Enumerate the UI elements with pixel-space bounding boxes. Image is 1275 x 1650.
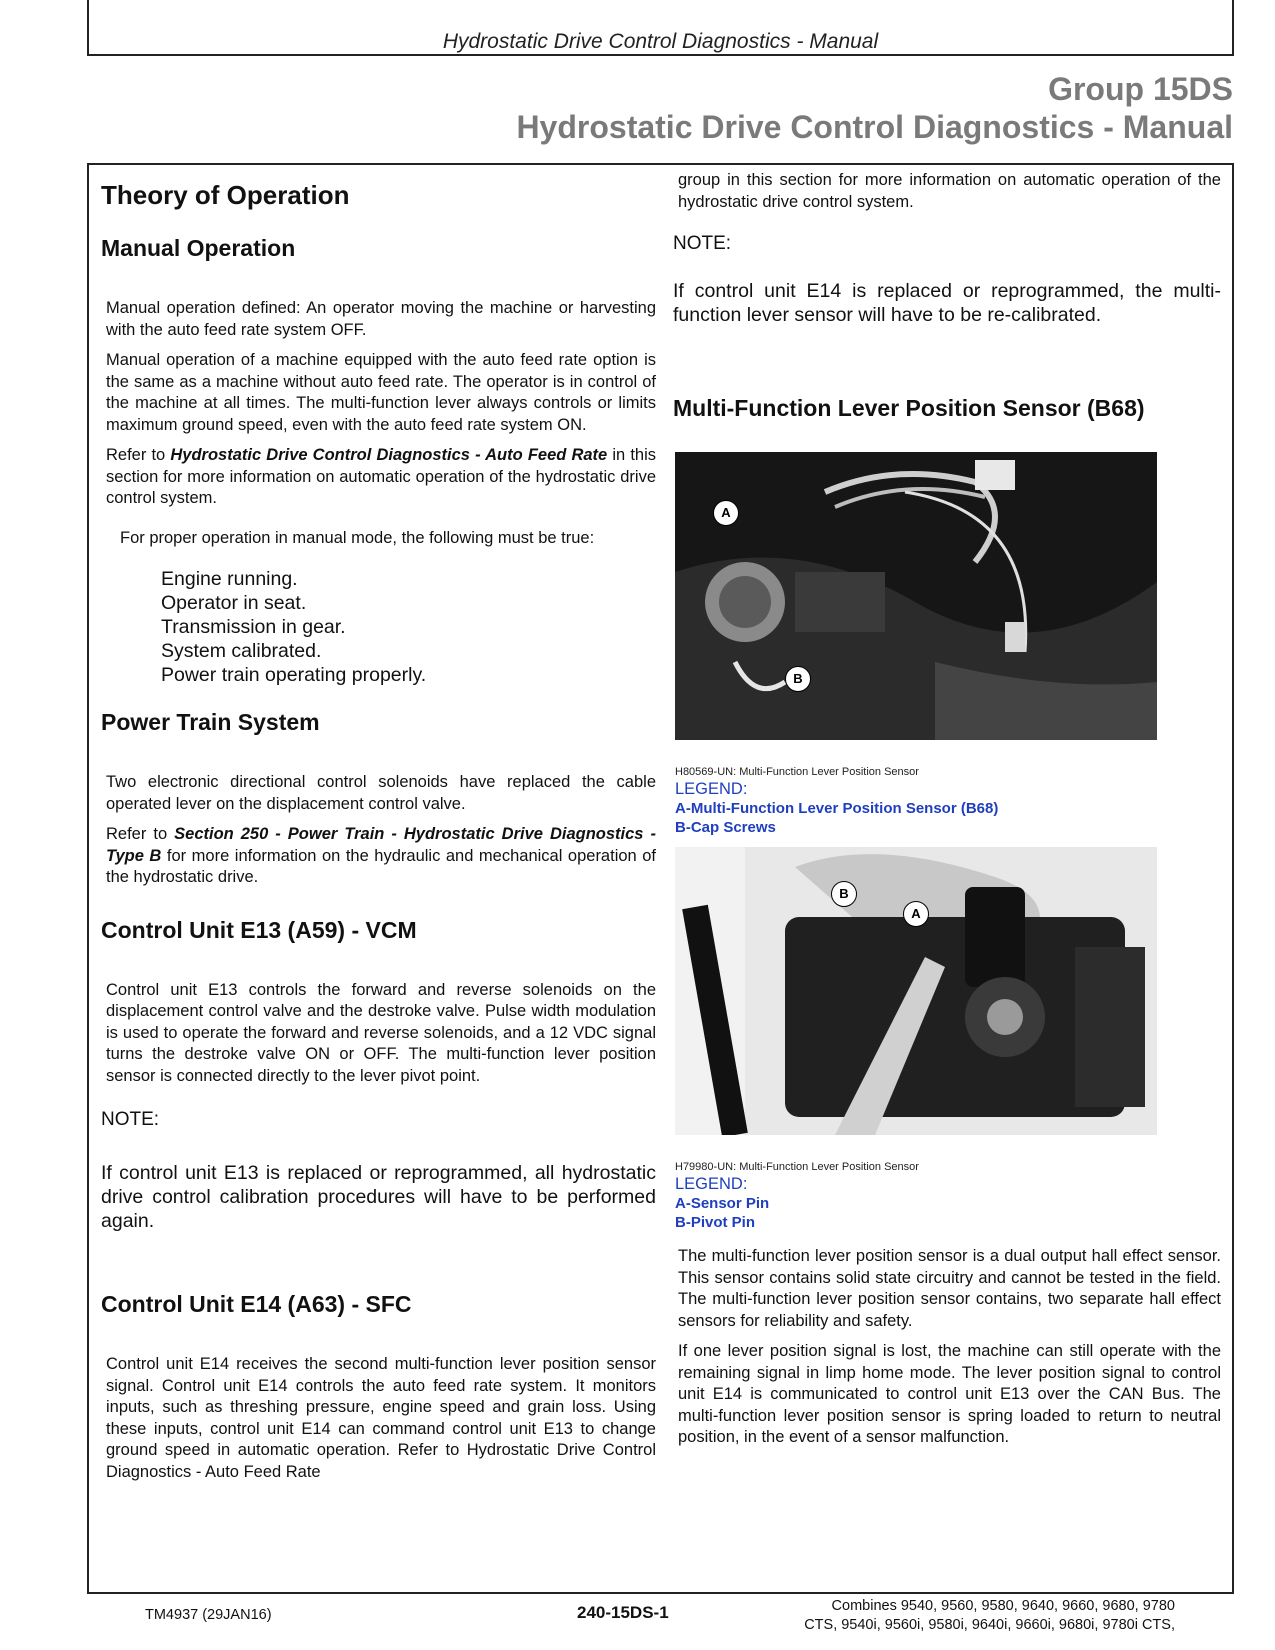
e14-note: If control unit E14 is replaced or reprogrammed, the multi-function lever sensor will have to be re-calibrated. [673,280,1221,326]
callout-b: B [785,666,811,692]
power-train-heading: Power Train System [101,709,320,735]
figure-1-legend-title: LEGEND: [675,780,748,798]
manual-paragraph-2: Manual operation of a machine equipped with the auto feed rate option is the same as a machine without auto feed rate. The operator is in control of the machine at all times. The multi-function lever always controls or limits maximum ground speed, even with the auto feed rate system ON. [106,351,656,434]
figure-1-caption: H80569-UN: Multi-Function Lever Position Sensor [675,766,919,778]
e13-heading: Control Unit E13 (A59) - VCM [101,916,417,943]
power-paragraph-2: Refer to Section 250 - Power Train - Hydrostatic Drive Diagnostics - Type B for more information on the hydraulic and mechanical operation of the hydrostatic drive. [106,825,657,886]
left-column [101,170,656,1492]
legend-item: B-Pivot Pin [675,1214,756,1231]
e13-note: If control unit E13 is replaced or reprogrammed, all hydrostatic drive control calibration procedures will have to be performed again. [101,1162,656,1232]
requirements-list [161,567,656,687]
callout-a: A [713,500,739,526]
sensor-paragraph-2: If one lever position signal is lost, the machine can still operate with the remaining signal in limp home mode. The lever position signal to control unit E14 is communicated to control unit E13 over the CAN Bus. The multi-function lever position sensor is spring loaded to return to neutral position, in the event of a sensor malfunction. [678,1342,1221,1446]
section-250-reference[interactable]: Section 250 - Power Train - Hydrostatic Drive Diagnostics - Type B [106,825,656,865]
e14-note-label: NOTE: [673,233,732,254]
header-frame [87,0,1234,56]
sensor-photo-1-art [675,452,1157,740]
sensor-heading: Multi-Function Lever Position Sensor (B68) [673,395,1145,421]
list-item: Operator in seat. [161,592,307,614]
page-title: Hydrostatic Drive Control Diagnostics - Manual [516,109,1233,145]
power-paragraph-1: Two electronic directional control solenoids have replaced the cable operated lever on the displacement control valve. [106,773,656,813]
sensor-photo-2 [675,847,1157,1135]
list-item: Engine running. [161,568,298,590]
right-column [673,170,1221,1458]
e14-paragraph: Control unit E14 receives the second multi-function lever position sensor signal. Control unit E14 controls the auto feed rate system. It monitors inputs, such as threshing pressure, engine speed and grain loss. Using these inputs, control unit E14 can command control unit E13 to change ground speed in automatic operation. Refer to Hydrostatic Drive Control Diagnostics - Auto Feed Rate [106,1355,656,1481]
auto-feed-rate-reference[interactable]: Hydrostatic Drive Control Diagnostics - Auto Feed Rate [170,446,608,464]
figure-2-caption: H79980-UN: Multi-Function Lever Position Sensor [675,1161,919,1173]
requirements-intro: For proper operation in manual mode, the following must be true: [120,528,595,547]
e13-note-label: NOTE: [101,1109,160,1130]
list-item: System calibrated. [161,640,322,662]
footer-models [745,1597,1175,1635]
footer-models-line-2: CTS, 9540i, 9560i, 9580i, 9640i, 9660i, 9680i, 9780i CTS, [804,1617,1175,1633]
manual-paragraph-1: Manual operation defined: An operator moving the machine or harvesting with the auto feed rate system OFF. [106,299,656,339]
figure-2-legend-title: LEGEND: [675,1175,748,1193]
footer-doc-id: TM4937 (29JAN16) [145,1607,272,1623]
sensor-photo-2-art [675,847,1157,1135]
group-label: Group 15DS [1048,71,1233,107]
legend-item: B-Cap Screws [675,819,776,836]
legend-item: A-Sensor Pin [675,1195,770,1212]
e13-paragraph: Control unit E13 controls the forward and reverse solenoids on the displacement control valve and the destroke valve. Pulse width modulation is used to operate the forward and reverse solenoids, and a 12 VDC signal turns the destroke valve ON or OFF. The multi-function lever position sensor is connected directly to the lever pivot point. [106,980,656,1085]
list-item: Transmission in gear. [161,616,346,638]
list-item: Power train operating properly. [161,664,427,686]
running-head: Hydrostatic Drive Control Diagnostics - Manual [442,30,879,53]
legend-item: A-Multi-Function Lever Position Sensor (B68) [675,800,999,817]
sensor-paragraph-1: The multi-function lever position sensor is a dual output hall effect sensor. This sensor contains solid state circuitry and cannot be tested in the field. The multi-function lever position sensor contains, two separate hall effect sensors for reliability and safety. [678,1247,1221,1330]
footer-models-line-1: Combines 9540, 9560, 9580, 9640, 9660, 9680, 9780 [831,1598,1175,1614]
callout-b: B [831,881,857,907]
group-title-block [516,70,1233,146]
manual-operation-heading: Manual Operation [101,235,296,261]
e14-heading: Control Unit E14 (A63) - SFC [101,1291,412,1317]
manual-paragraph-3: Refer to Hydrostatic Drive Control Diagnostics - Auto Feed Rate in this section for more information on automatic operation of the hydrostatic drive control system. [106,446,657,507]
sensor-photo-1 [675,452,1157,740]
continued-paragraph: group in this section for more information on automatic operation of the hydrostatic drive control system. [678,171,1221,211]
callout-a: A [903,901,929,927]
footer-page-number: 240-15DS-1 [577,1603,669,1622]
theory-heading: Theory of Operation [101,180,350,210]
